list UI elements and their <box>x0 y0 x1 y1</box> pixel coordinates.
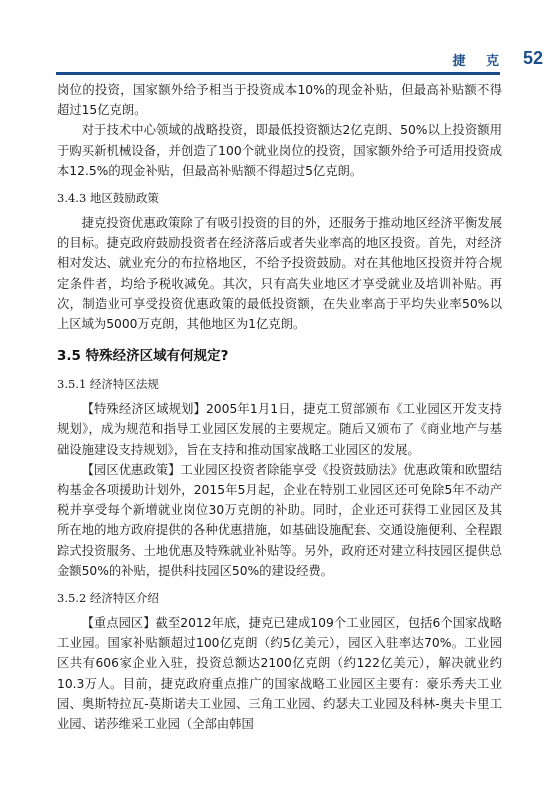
header-rule <box>56 72 500 75</box>
paragraph-zone-incentives: 【园区优惠政策】工业园区投资者除能享受《投资鼓励法》优惠政策和欧盟结构基金各项援助计划外，2015年5月起，企业在特别工业园区还可免除5年不动产税并享受每个新增就业岗位30万克朗的补助。同时，企业还可获得工业园区及其所在地的地方政府提供的各种优惠措施，如基础设施配套、交通设施便利、全程跟踪式投资服务、土地优惠及特殊就业补贴等。另外，政府还对建立科技园区提供总金额50%的补贴，提供科技园区50%的建设经费。 <box>57 462 502 578</box>
paragraph-tech-center: 对于技术中心领域的战略投资，即最低投资额达2亿克朗、50%以上投资额用于购买新机械设备，并创造了100个就业岗位的投资，国家额外给予可适用投资成本12.5%的现金补贴，但最高补贴额不得超过5亿克朗。 <box>57 123 502 178</box>
paragraph-regional-policy: 捷克投资优惠政策除了有吸引投资的目的外，还服务于推动地区经济平衡发展的目标。捷克政府鼓励投资者在经济落后或者失业率高的地区投资。首先，对经济相对发达、就业充分的布拉格地区，不给予投资鼓励。对在其他地区投资并符合规定条件者，均给予税收减免。其次，只有高失业地区才享受就业及培训补贴。再次，制造业可享受投资优惠政策的最低投资额，在失业率高于平均失业率50%以上区域为5000万克朗，其他地区为1亿克朗。 <box>57 216 502 332</box>
paragraph-key-parks: 【重点园区】截至2012年底，捷克已建成109个工业园区，包括6个国家战略工业园。国家补贴额超过100亿克朗（约5亿美元），园区入驻率达70%。工业园区共有606家企业入驻，投资总额达2100亿克朗（约122亿美元），解决就业约10.3万人。目前，捷克政府重点推广的国家战略工业园区主要有：豪乐秀夫工业园、奥斯特拉瓦-莫斯诺夫工业园、三角工业园、约瑟夫工业园及科林-奥夫卡里工业园、诺莎维采工业园（全部由韩国 <box>57 616 502 732</box>
section-heading-3-4-3: 3.4.3 地区鼓励政策 <box>57 191 159 206</box>
page-number: 52 <box>522 48 543 68</box>
page-body <box>57 80 502 734</box>
running-header-country: 捷 克 <box>452 54 507 69</box>
section-heading-3-5-2: 3.5.2 经济特区介绍 <box>57 591 159 606</box>
paragraph-continued: 岗位的投资，国家额外给予相当于投资成本10%的现金补贴，但最高补贴额不得超过15亿克朗。 <box>57 83 502 118</box>
section-heading-3-5: 3.5 特殊经济区域有何规定? <box>57 348 229 365</box>
paragraph-zone-planning: 【特殊经济区域规划】2005年1月1日，捷克工贸部颁布《工业园区开发支持规划》，成为规范和指导工业园区发展的主要规定。随后又颁布了《商业地产与基础设施建设支持规划》，旨在支持和推动国家战略工业园区的发展。 <box>57 402 502 457</box>
section-heading-3-5-1: 3.5.1 经济特区法规 <box>57 377 159 392</box>
page-header <box>0 0 559 80</box>
